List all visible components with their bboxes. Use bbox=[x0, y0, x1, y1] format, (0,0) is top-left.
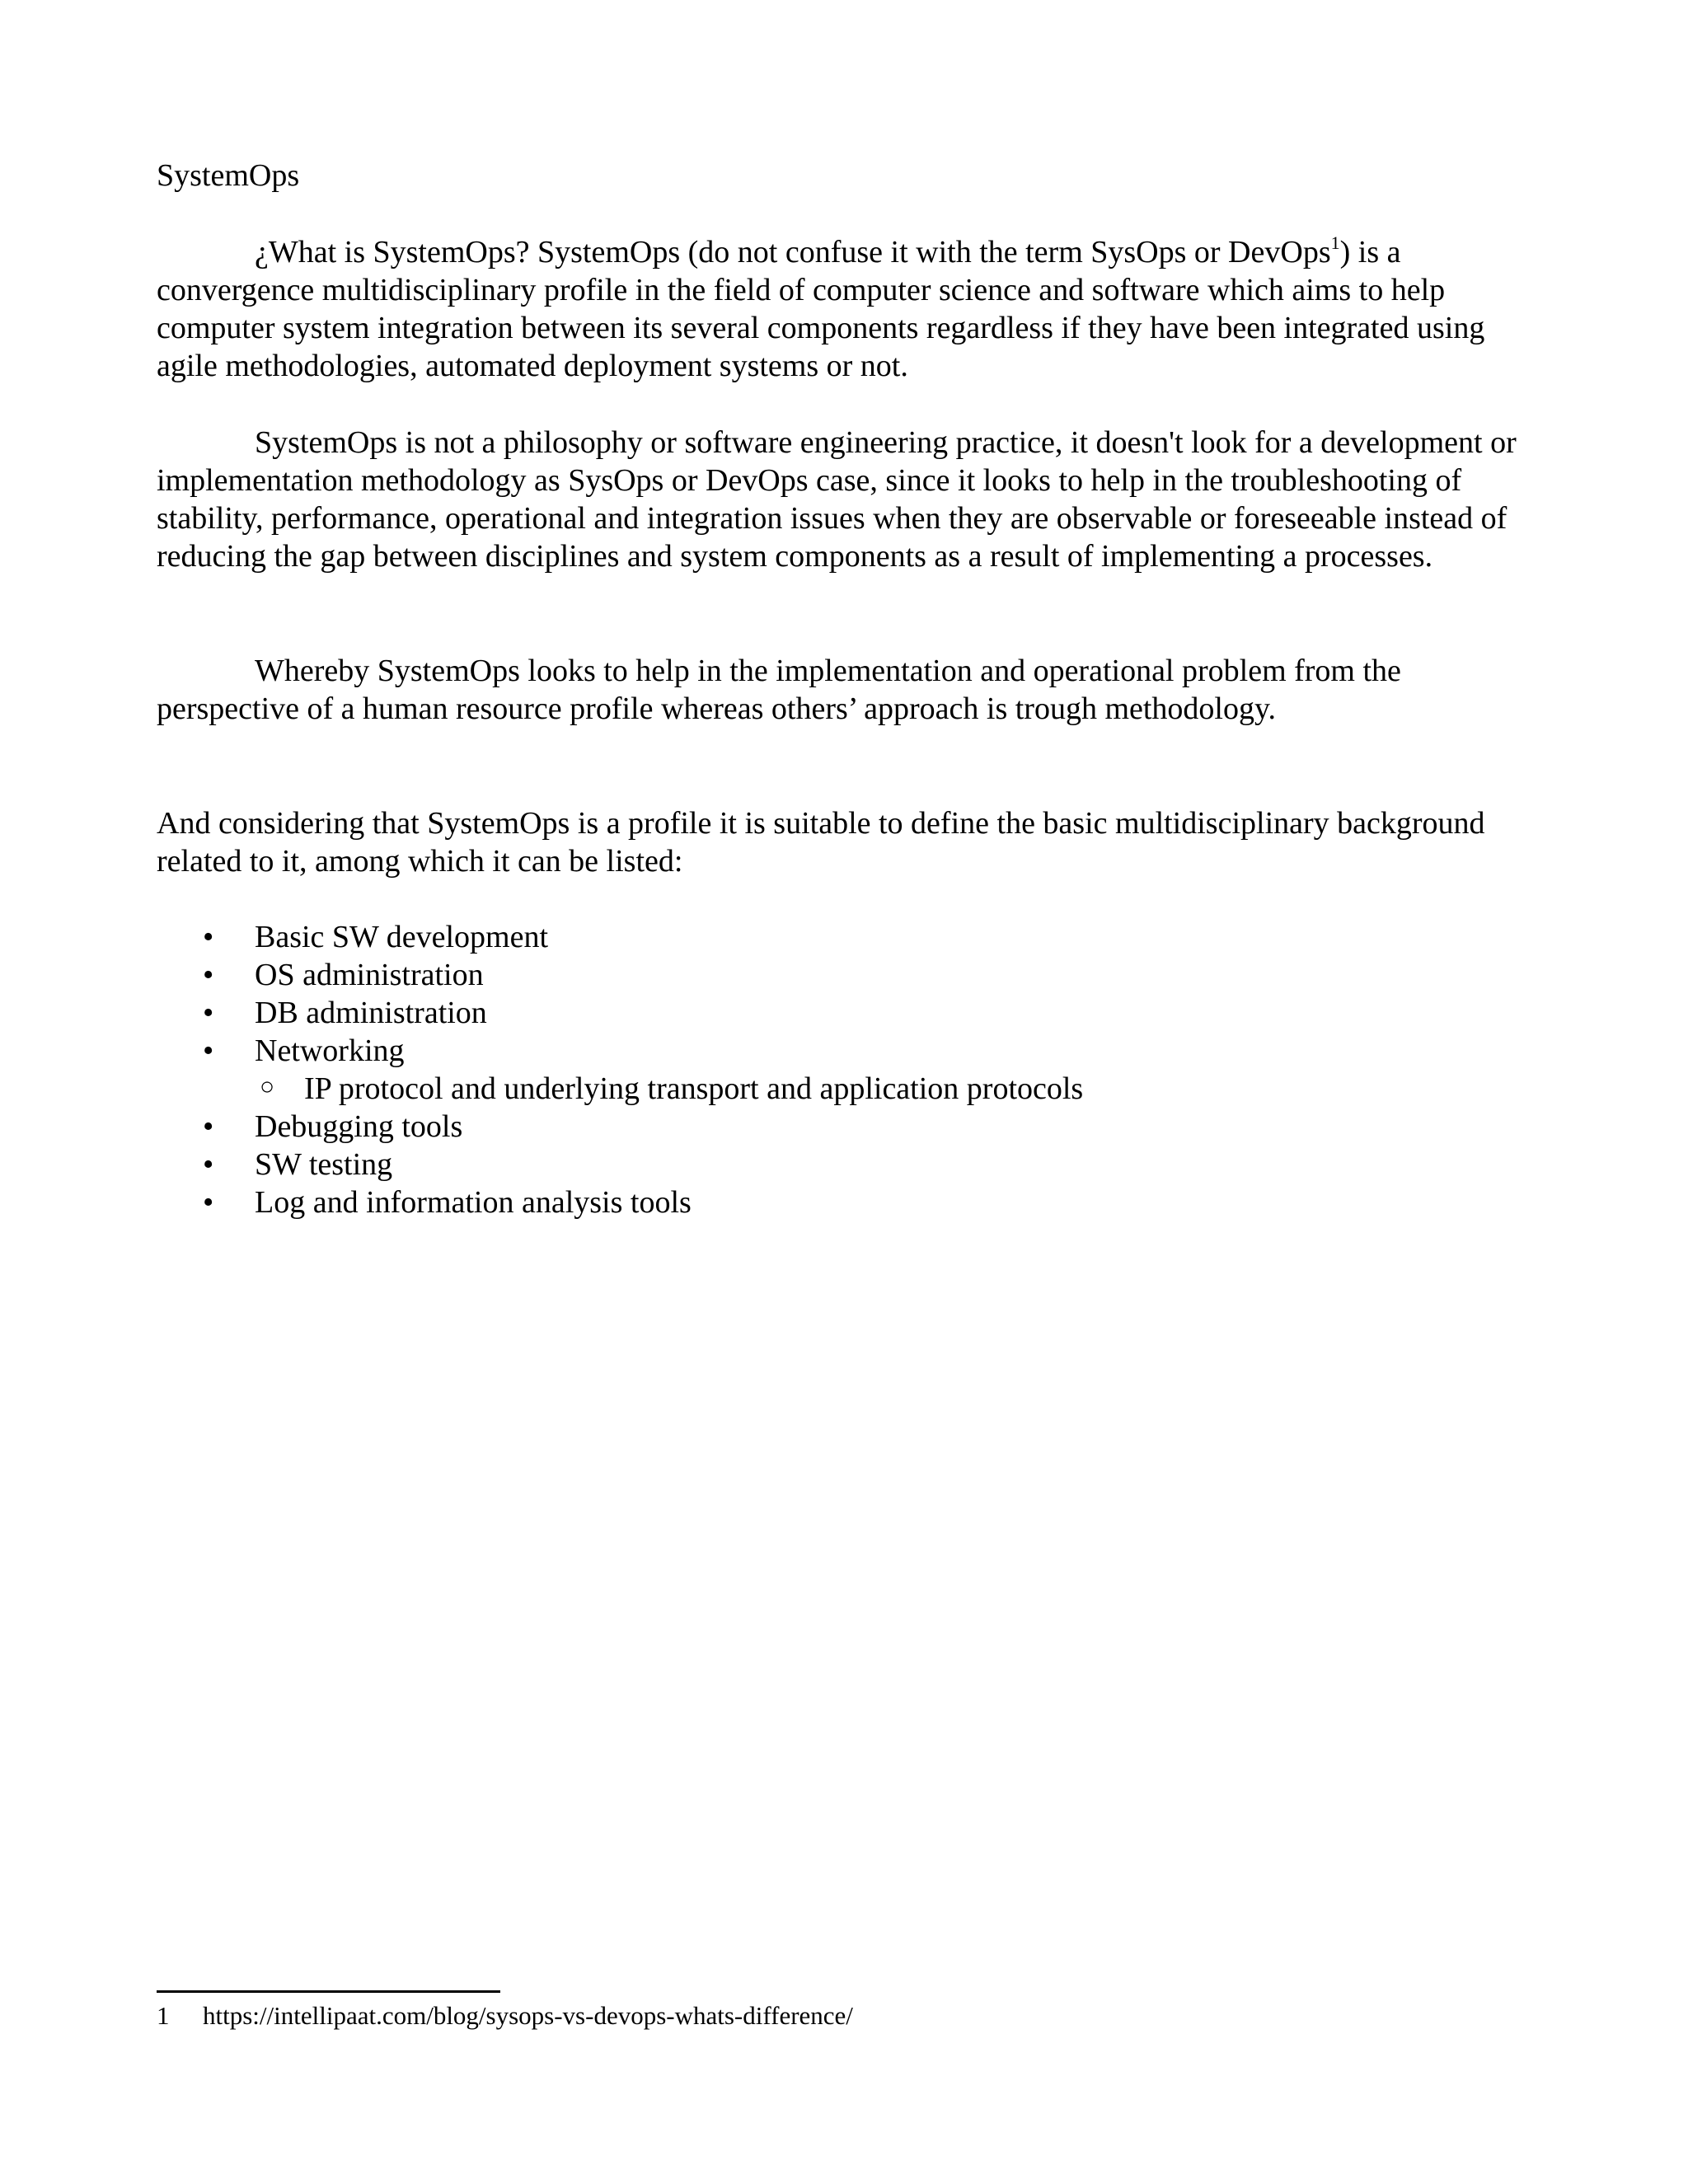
list-item bbox=[157, 1146, 1535, 1183]
bullet-icon: • bbox=[203, 1109, 214, 1144]
footnote-number: 1 bbox=[157, 2001, 170, 2030]
list-item bbox=[157, 956, 1535, 994]
list-item bbox=[157, 1108, 1535, 1146]
paragraph-whereby: Whereby SystemOps looks to help in the implementation and operational problem from the perspective of a human resource profile whereas others’ approach is trough methodology. bbox=[157, 654, 1401, 726]
list-item-label: IP protocol and underlying transport and application protocols bbox=[304, 1071, 1084, 1106]
footnote-reference-1[interactable]: 1 bbox=[1330, 232, 1340, 254]
list-item-label: DB administration bbox=[255, 996, 487, 1030]
list-item bbox=[157, 994, 1535, 1032]
list-item-label: Basic SW development bbox=[255, 920, 549, 954]
sub-list-item bbox=[157, 1070, 1535, 1108]
list-item-label: OS administration bbox=[255, 958, 484, 992]
list-item bbox=[157, 1032, 1535, 1070]
list-item-label: Networking bbox=[255, 1033, 405, 1068]
bullet-icon: • bbox=[203, 1185, 214, 1220]
bullet-icon: • bbox=[203, 996, 214, 1030]
paragraph-considering: And considering that SystemOps is a profile it is suitable to define the basic multidisciplinary background related to it, among which it can be listed: bbox=[157, 806, 1485, 879]
bullet-icon: • bbox=[203, 958, 214, 992]
list-item-label: SW testing bbox=[255, 1147, 393, 1182]
background-skills-list bbox=[157, 918, 1535, 1221]
footnote-separator bbox=[157, 1990, 500, 1993]
paragraph-1-text-start: ¿What is SystemOps? SystemOps (do not confuse it with the term SysOps or DevOps bbox=[255, 235, 1331, 269]
list-item bbox=[157, 918, 1535, 956]
list-item-label: Log and information analysis tools bbox=[255, 1185, 692, 1220]
bullet-icon: • bbox=[203, 1033, 214, 1068]
footnote bbox=[157, 2000, 853, 2032]
bullet-icon: • bbox=[203, 920, 214, 954]
list-item-label: Debugging tools bbox=[255, 1109, 463, 1144]
document-title: SystemOps bbox=[157, 158, 300, 193]
paragraph-not-a-philosophy: SystemOps is not a philosophy or software engineering practice, it doesn't look for a development or implementation methodology as SysOps or DevOps case, since it looks to help in the troubleshooting of stability, performance, operational and integration issues when they are observable or foreseeable instead of reducing the gap between disciplines and system components as a result of implementing a processes. bbox=[157, 425, 1517, 574]
footnote-link[interactable]: https://intellipaat.com/blog/sysops-vs-devops-whats-difference/ bbox=[203, 2001, 853, 2030]
list-item bbox=[157, 1183, 1535, 1221]
hollow-bullet-icon: ○ bbox=[260, 1073, 275, 1100]
paragraph-what-is-systemops bbox=[157, 233, 1535, 385]
bullet-icon: • bbox=[203, 1147, 214, 1182]
paragraph-1-text-end: ) is a convergence multidisciplinary profile in the field of computer science and software which aims to help computer system integration between its several components regardless if they have been integrated using agile methodologies, automated deployment systems or not. bbox=[157, 235, 1485, 383]
